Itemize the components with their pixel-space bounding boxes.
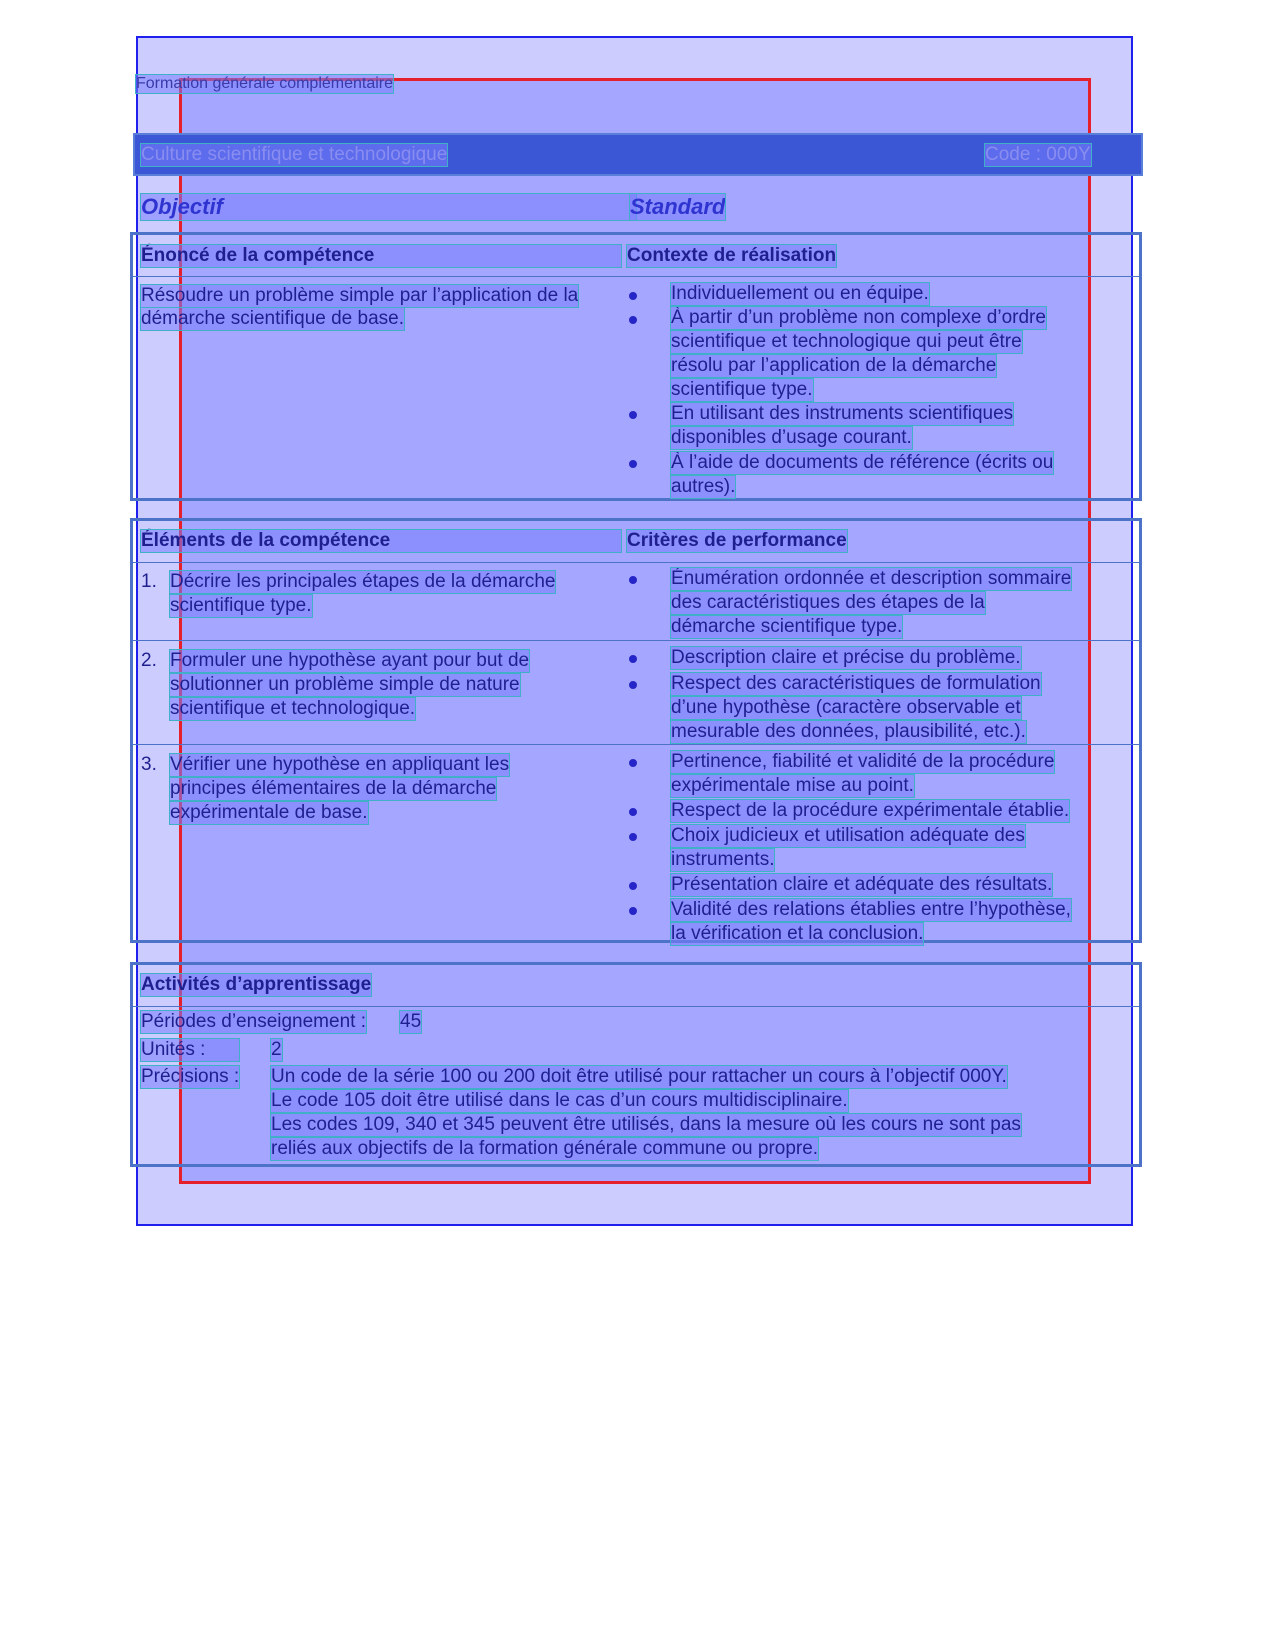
element-text: Vérifier une hypothèse en appliquant les <box>170 754 510 775</box>
bullet <box>629 808 637 816</box>
periods-label: Périodes d’enseignement : <box>141 1011 366 1032</box>
bullet <box>629 576 637 584</box>
element-text: scientifique type. <box>170 595 312 616</box>
element-number: 3. <box>141 754 157 775</box>
discipline-title: Culture scientifique et technologique <box>141 144 448 165</box>
element-number: 1. <box>141 571 157 592</box>
elements-divider <box>131 562 1141 563</box>
criterion: Respect de la procédure expérimentale établie. <box>671 800 1070 821</box>
bullet <box>629 411 637 419</box>
element-text: Formuler une hypothèse ayant pour but de <box>170 650 530 671</box>
periods-value: 45 <box>400 1011 422 1032</box>
context-item: À partir d’un problème non complexe d’ordre <box>671 307 1046 328</box>
element-text: principes élémentaires de la démarche <box>170 778 497 799</box>
activities-heading: Activités d’apprentissage <box>141 974 372 995</box>
criterion: la vérification et la conclusion. <box>671 923 924 944</box>
bullet <box>629 655 637 663</box>
context-item: Individuellement ou en équipe. <box>671 283 929 304</box>
element-text: expérimentale de base. <box>170 802 368 823</box>
context-item: résolu par l’application de la démarche <box>671 355 997 376</box>
header-label: Formation générale complémentaire <box>136 75 394 92</box>
context-item: scientifique type. <box>671 379 813 400</box>
context-item: scientifique et technologique qui peut être <box>671 331 1022 352</box>
context-item: disponibles d’usage courant. <box>671 427 912 448</box>
criterion: Respect des caractéristiques de formulation <box>671 673 1041 694</box>
context-heading: Contexte de réalisation <box>627 245 837 266</box>
criterion: démarche scientifique type. <box>671 616 903 637</box>
criterion: Présentation claire et adéquate des résultats. <box>671 874 1053 895</box>
criterion: d’une hypothèse (caractère observable et <box>671 697 1021 718</box>
criterion: mesurable des données, plausibilité, etc.). <box>671 721 1026 742</box>
criteria-heading: Critères de performance <box>627 530 847 551</box>
row-divider <box>131 744 1141 745</box>
element-text: scientifique et technologique. <box>170 698 416 719</box>
element-text: solutionner un problème simple de nature <box>170 674 520 695</box>
bullet <box>629 882 637 890</box>
bullet <box>629 460 637 468</box>
criterion: Énumération ordonnée et description sommaire <box>671 568 1072 589</box>
criterion: expérimentale mise au point. <box>671 775 914 796</box>
context-item: En utilisant des instruments scientifiques <box>671 403 1014 424</box>
objective-code: Code : 000Y <box>985 144 1091 165</box>
bullet <box>629 316 637 324</box>
criterion: Pertinence, fiabilité et validité de la procédure <box>671 751 1055 772</box>
criterion: Choix judicieux et utilisation adéquate des <box>671 825 1025 846</box>
element-text: Décrire les principales étapes de la démarche <box>170 571 556 592</box>
bullet <box>629 907 637 915</box>
activities-divider <box>131 1006 1141 1007</box>
competency-statement: démarche scientifique de base. <box>141 308 404 329</box>
details-line: Un code de la série 100 ou 200 doit être utilisé pour rattacher un cours à l’objectif 000Y. <box>271 1066 1007 1087</box>
details-line: Les codes 109, 340 et 345 peuvent être utilisés, dans la mesure où les cours ne sont pas <box>271 1114 1021 1135</box>
context-item: autres). <box>671 476 736 497</box>
criterion: Description claire et précise du problème. <box>671 647 1021 668</box>
objective-heading: Objectif <box>141 194 636 220</box>
standard-heading: Standard <box>630 194 726 219</box>
bullet <box>629 759 637 767</box>
details-line: Le code 105 doit être utilisé dans le cas d’un cours multidisciplinaire. <box>271 1090 848 1111</box>
details-label: Précisions : <box>141 1066 240 1087</box>
context-item: À l’aide de documents de référence (écrits ou <box>671 452 1054 473</box>
details-line: reliés aux objectifs de la formation générale commune ou propre. <box>271 1138 819 1159</box>
competency-heading: Énoncé de la compétence <box>141 245 621 267</box>
bullet <box>629 292 637 300</box>
row-divider <box>131 640 1141 641</box>
criterion: instruments. <box>671 849 775 870</box>
elements-heading: Éléments de la compétence <box>141 530 621 552</box>
element-number: 2. <box>141 650 157 671</box>
competency-divider <box>131 276 1141 277</box>
criterion: des caractéristiques des étapes de la <box>671 592 985 613</box>
criterion: Validité des relations établies entre l’hypothèse, <box>671 899 1071 920</box>
bullet <box>629 833 637 841</box>
competency-statement: Résoudre un problème simple par l’application de la <box>141 285 579 306</box>
units-label: Unités : <box>141 1039 239 1061</box>
units-value: 2 <box>271 1039 282 1060</box>
bullet <box>629 681 637 689</box>
